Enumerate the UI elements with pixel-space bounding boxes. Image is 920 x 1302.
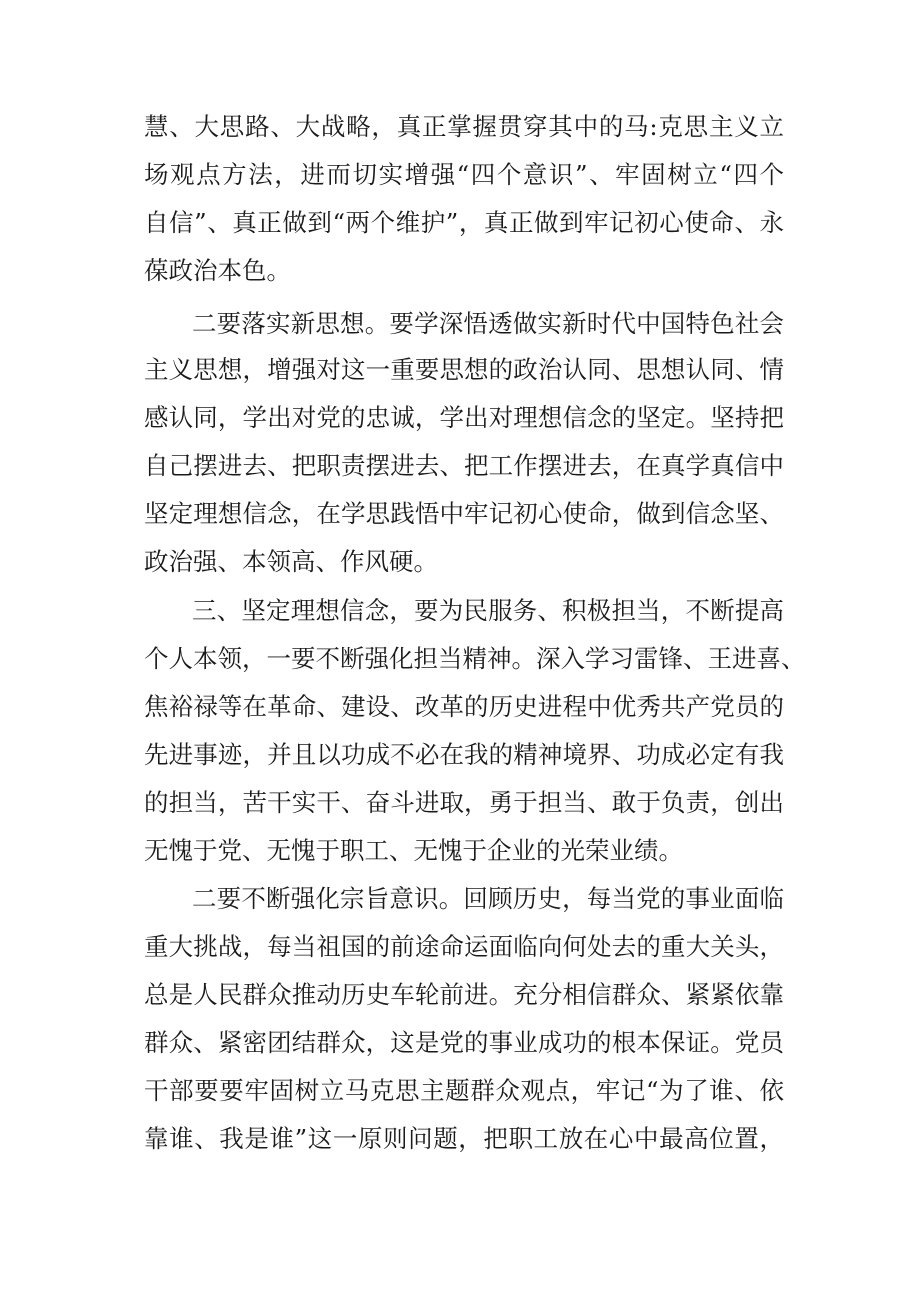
text-line: 干部要要牢固树立马克思主题群众观点，牢记“为了谁、依: [144, 1076, 784, 1105]
text-line: 重大挑战，每当祖国的前途命运面临向何处去的重大关头，: [144, 932, 784, 961]
text-line: 场观点方法，进而切实增强“四个意识”、牢固树立“四个: [144, 160, 784, 189]
text-line: 无愧于党、无愧于职工、无愧于企业的光荣业绩。: [144, 836, 683, 865]
text-line: 靠谁、我是谁”这一原则问题，把职工放在心中最高位置，: [144, 1124, 784, 1153]
text-line: 葆政治本色。: [144, 256, 291, 285]
text-line: 个人本领，一要不断强化担当精神。深入学习雷锋、王进喜、: [144, 644, 806, 673]
text-line: 总是人民群众推动历史车轮前进。充分相信群众、紧紧依靠: [144, 980, 784, 1009]
text-line: 三、坚定理想信念，要为民服务、积极担当，不断提高: [192, 596, 784, 625]
text-line: 先进事迹，并且以功成不必在我的精神境界、功成必定有我: [144, 740, 784, 769]
text-line: 主义思想，增强对这一重要思想的政治认同、思想认同、情: [144, 355, 784, 384]
text-line: 的担当，苦干实干、奋斗进取，勇于担当、敢于负责，创出: [144, 788, 784, 817]
text-line: 政治强、本领高、作风硬。: [144, 547, 438, 576]
text-line: 自己摆进去、把职责摆进去、把工作摆进去，在真学真信中: [144, 451, 784, 480]
text-line: 自信”、真正做到“两个维护”，真正做到牢记初心使命、永: [144, 208, 784, 237]
text-line: 感认同，学出对党的忠诚，学出对理想信念的坚定。坚持把: [144, 403, 784, 432]
text-line: 坚定理想信念，在学思践悟中牢记初心使命，做到信念坚、: [144, 499, 784, 528]
text-line: 二要不断强化宗旨意识。回顾历史，每当党的事业面临: [192, 884, 784, 913]
text-line: 群众、紧密团结群众，这是党的事业成功的根本保证。党员: [144, 1028, 784, 1057]
text-line: 焦裕禄等在革命、建设、改革的历史进程中优秀共产党员的: [144, 692, 784, 721]
text-line: 二要落实新思想。要学深悟透做实新时代中国特色社会: [192, 309, 784, 338]
text-line: 慧、大思路、大战略，真正掌握贯穿其中的马:克思主义立: [144, 112, 784, 141]
